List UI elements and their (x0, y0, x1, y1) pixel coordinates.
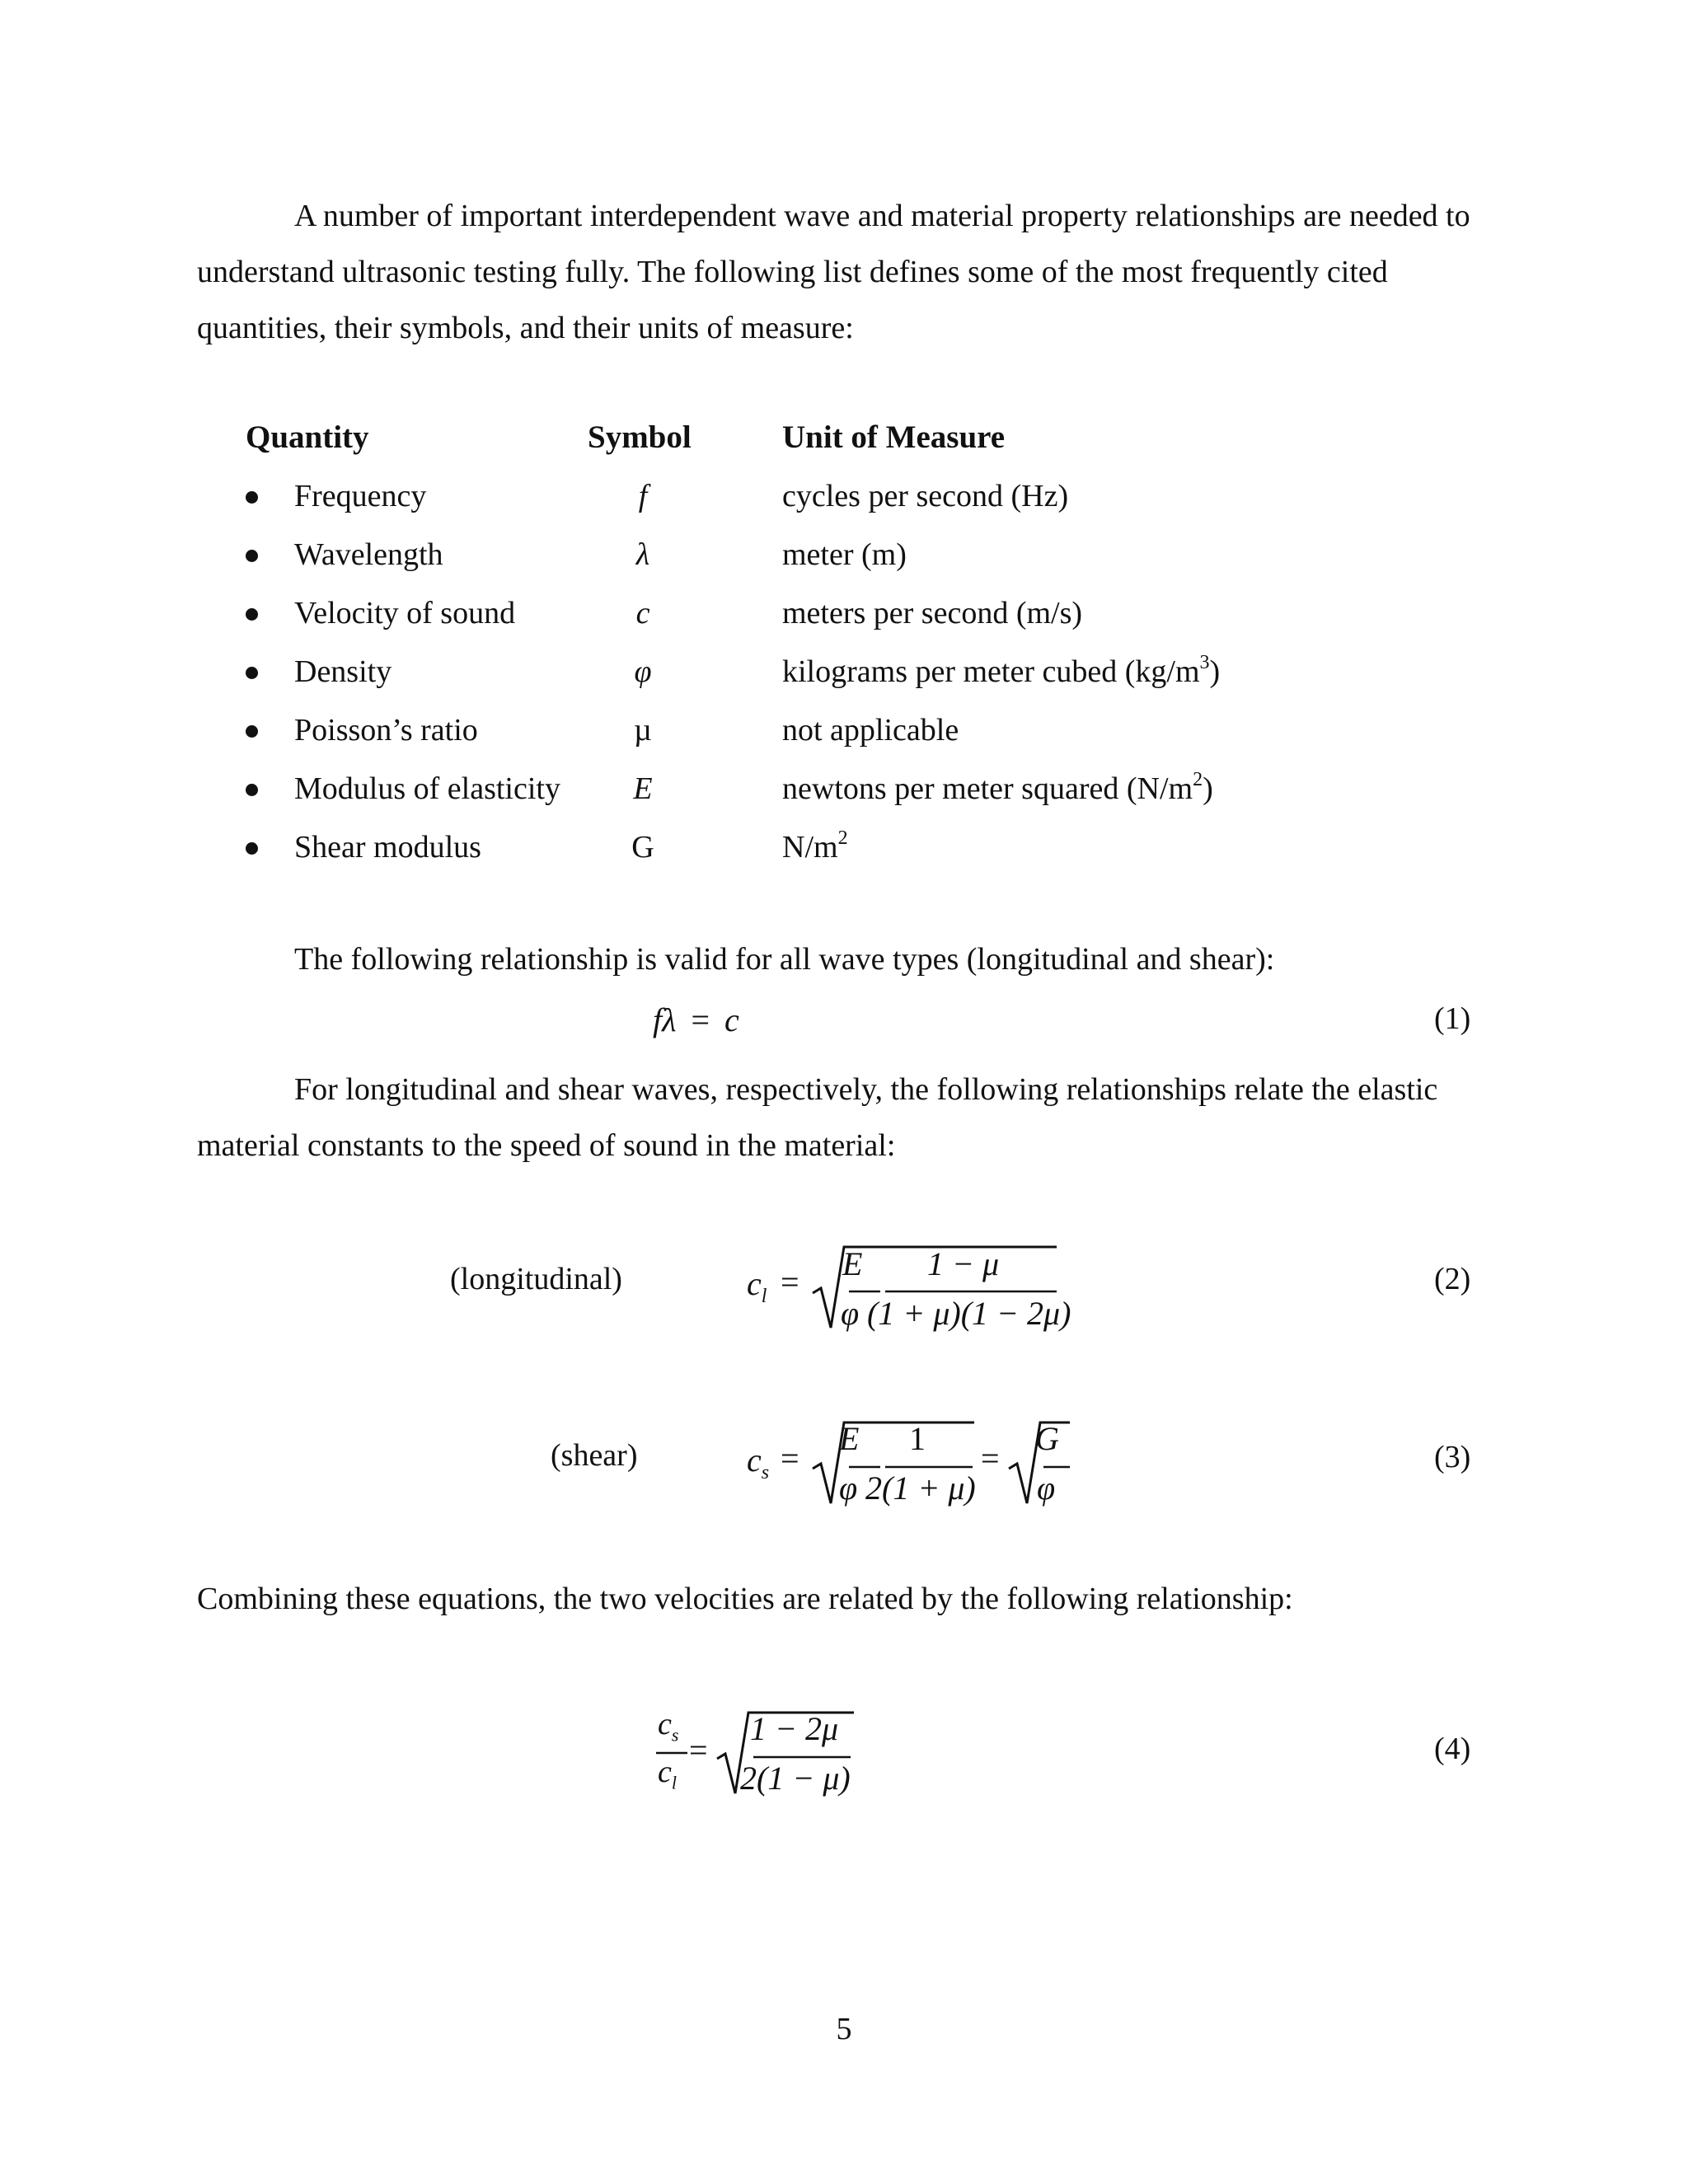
header-unit: Unit of Measure (782, 419, 1006, 455)
quantity-symbol: G (631, 830, 654, 865)
quantity-name: Wavelength (294, 537, 443, 572)
quantity-name: Modulus of elasticity (294, 771, 560, 806)
quantity-symbol: φ (634, 654, 652, 689)
long-shear-paragraph: For longitudinal and shear waves, respectively, the following relationships relate the elastic material constants to the speed of sound in the material: (197, 1072, 1438, 1163)
unit-superscript: 3 (1199, 652, 1210, 673)
intro-paragraph: A number of important interdependent wave and material property relationships are needed to understand ultrasonic testing fully. The following list defines some of the most frequently cited quantities, their symbols, and their units of measure: (197, 199, 1470, 345)
list-item (0, 478, 1688, 519)
quantity-symbol: f (638, 479, 648, 513)
quantity-unit (782, 654, 1220, 690)
eq3-num3: G (1035, 1420, 1059, 1457)
unit-text: kilograms per meter cubed (kg/m (782, 654, 1200, 689)
quantity-name: Poisson’s ratio (294, 713, 478, 748)
quantity-symbol: λ (635, 537, 650, 572)
eq2-den1: φ (841, 1295, 860, 1332)
page-number: 5 (836, 2012, 852, 2046)
quantity-unit (782, 771, 1213, 807)
eq3-equals-2: = (981, 1440, 1000, 1477)
list-item (0, 595, 1688, 636)
list-item (0, 771, 1688, 812)
relationship-paragraph: The following relationship is valid for all wave types (longitudinal and shear): (294, 942, 1275, 977)
bullet-icon (246, 608, 258, 621)
equation-3-number: (3) (1434, 1440, 1471, 1474)
eq4-lhs-den-symbol: c (658, 1755, 672, 1789)
unit-text-after: ) (1203, 771, 1213, 806)
eq4-lhs-den (658, 1754, 677, 1794)
equation-2-number: (2) (1434, 1262, 1471, 1296)
eq1-equals: = (691, 1001, 710, 1038)
eq2-den2: (1 + μ)(1 − 2μ) (867, 1295, 1071, 1332)
eq4-den: 2(1 − μ) (740, 1760, 851, 1797)
eq4-num: 1 − 2μ (750, 1710, 839, 1747)
quantity-name: Density (294, 654, 392, 689)
quantity-name: Frequency (294, 479, 427, 513)
bullet-icon (246, 491, 258, 504)
eq2-lhs-symbol: c (747, 1265, 762, 1302)
list-item (0, 537, 1688, 578)
combining-paragraph: Combining these equations, the two velocities are related by the following relationship: (197, 1582, 1293, 1616)
quantity-unit (782, 829, 848, 865)
quantity-symbol: µ (634, 713, 652, 748)
quantity-symbol: c (635, 596, 650, 630)
eq3-den1: φ (839, 1469, 858, 1507)
bullet-icon (246, 725, 258, 738)
list-item (0, 829, 1688, 870)
eq4-lhs-num (658, 1706, 678, 1746)
header-quantity: Quantity (246, 419, 369, 455)
bullet-icon (246, 842, 258, 855)
list-item (0, 712, 1688, 753)
unit-superscript: 2 (1193, 769, 1203, 790)
eq3-lhs-subscript: s (761, 1462, 770, 1483)
equation-2-label: (longitudinal) (450, 1262, 622, 1296)
eq3-num1: E (839, 1420, 860, 1457)
eq2-equals: = (781, 1263, 799, 1301)
eq3-den2: 2(1 + μ) (865, 1469, 976, 1507)
eq4-equals: = (689, 1732, 708, 1769)
quantity-symbol: E (633, 771, 653, 806)
quantity-unit: not applicable (782, 713, 959, 748)
list-item (0, 654, 1688, 695)
quantity-unit: cycles per second (Hz) (782, 479, 1069, 513)
eq3-equals: = (781, 1440, 799, 1477)
equation-1 (653, 1001, 739, 1039)
quantity-unit: meters per second (m/s) (782, 596, 1083, 630)
eq4-lhs-den-subscript: l (671, 1772, 677, 1793)
unit-text: N/m (782, 830, 838, 865)
eq2-num2: 1 − μ (927, 1245, 1000, 1282)
eq2-lhs-subscript: l (761, 1286, 767, 1307)
bullet-icon (246, 667, 258, 679)
eq2-lhs (747, 1264, 767, 1308)
quantity-name: Velocity of sound (294, 596, 516, 630)
eq4-lhs-num-subscript: s (671, 1724, 679, 1746)
eq1-rhs: c (724, 1001, 739, 1038)
eq3-den3: φ (1037, 1469, 1056, 1507)
eq3-lhs-symbol: c (747, 1441, 762, 1479)
bullet-icon (246, 784, 258, 796)
unit-text-after: ) (1209, 654, 1221, 689)
eq3-num2: 1 (909, 1420, 926, 1457)
quantity-unit: meter (m) (782, 537, 907, 572)
unit-superscript: 2 (837, 827, 848, 849)
unit-text: newtons per meter squared (N/m (782, 771, 1193, 806)
eq4-lhs-num-symbol: c (658, 1707, 672, 1741)
quantity-name: Shear modulus (294, 830, 481, 865)
equation-3-label: (shear) (551, 1438, 638, 1473)
eq1-lhs: fλ (653, 1001, 677, 1038)
bullet-icon (246, 550, 258, 562)
equation-4-number: (4) (1434, 1732, 1471, 1766)
eq2-num1: E (842, 1245, 863, 1282)
header-symbol: Symbol (588, 419, 692, 455)
equation-1-number: (1) (1434, 1001, 1471, 1036)
eq3-lhs (747, 1441, 769, 1484)
